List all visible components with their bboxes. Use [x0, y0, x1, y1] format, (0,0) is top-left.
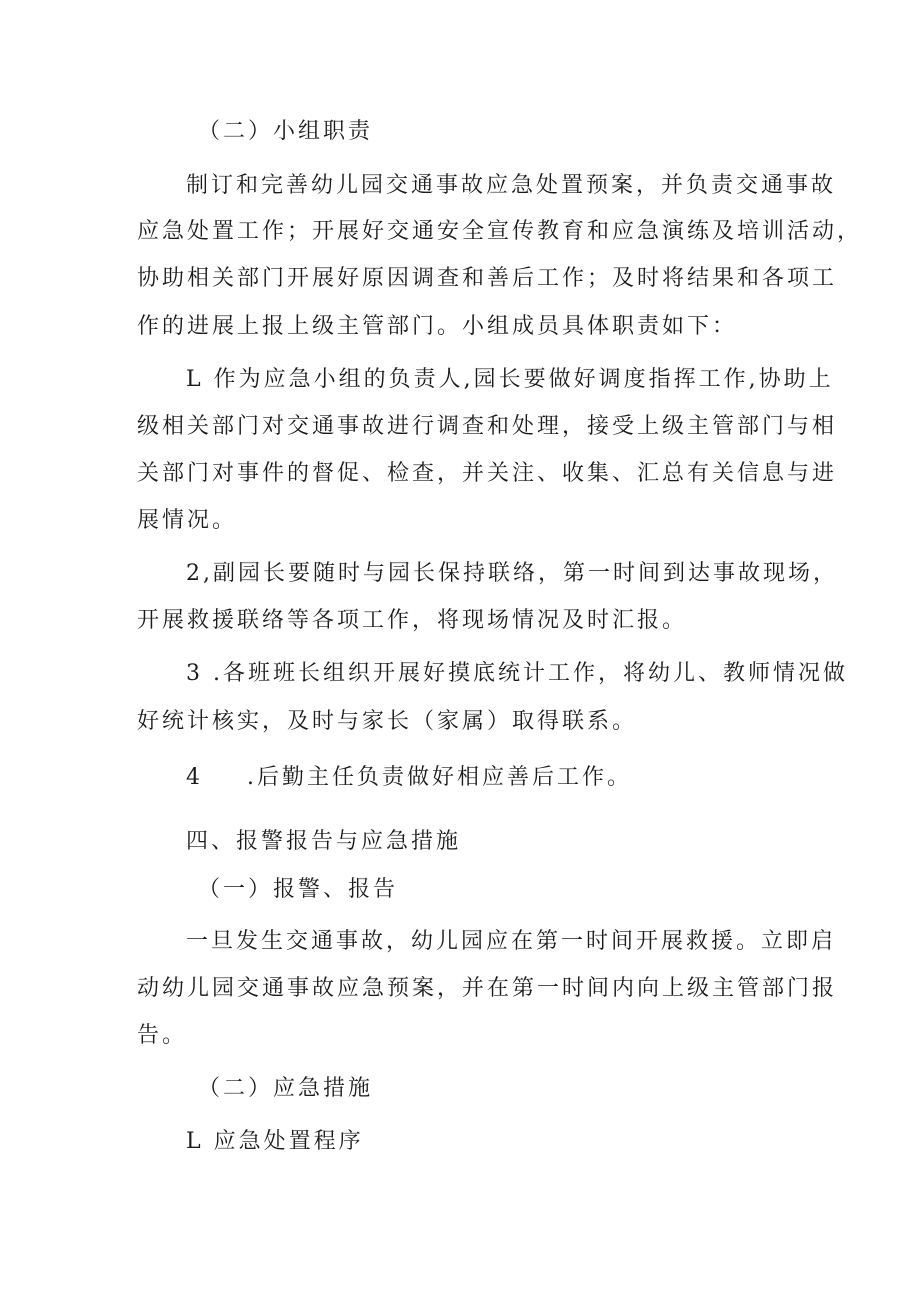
paragraph-line: 制订和完善幼儿园交通事故应急处置预案，并负责交通事故	[186, 173, 837, 198]
list-item-number: 4	[186, 765, 203, 790]
list-item-4	[186, 764, 632, 792]
paragraph-line: 作的进展上报上级主管部门。小组成员具体职责如下：	[137, 314, 738, 339]
list-item-text: .后勤主任负责做好相应善后工作。	[247, 765, 632, 790]
paragraph-line: 一旦发生交通事故，幼儿园应在第一时间开展救援。立即启	[186, 929, 837, 954]
subsection-heading-measures: （二）应急措施	[198, 1076, 374, 1101]
list-item-line: 好统计核实，及时与家长（家属）取得联系。	[137, 709, 638, 734]
list-item-line: 展情况。	[137, 508, 238, 533]
paragraph-line: 应急处置工作；开展好交通安全宣传教育和应急演练及培训活动，	[137, 219, 863, 244]
list-item-line: 3 .各班班长组织开展好摸底统计工作，将幼儿、教师情况做	[186, 661, 848, 686]
paragraph-line: 动幼儿园交通事故应急预案，并在第一时间内向上级主管部门报	[137, 976, 838, 1001]
list-item-line: 关部门对事件的督促、检查，并关注、收集、汇总有关信息与进	[137, 461, 838, 486]
section-title: 四、报警报告与应急措施	[186, 829, 462, 854]
list-item-line: L 应急处置程序	[186, 1129, 364, 1154]
paragraph-line: 告。	[137, 1023, 188, 1048]
paragraph-line: 协助相关部门开展好原因调查和善后工作；及时将结果和各项工	[137, 266, 838, 291]
list-item-line: L 作为应急小组的负责人,园长要做好调度指挥工作,协助上	[186, 367, 834, 392]
list-item-line: 2,副园长要随时与园长保持联络，第一时间到达事故现场，	[186, 561, 838, 586]
list-item-line: 开展救援联络等各项工作，将现场情况及时汇报。	[137, 608, 688, 633]
list-item-line: 级相关部门对交通事故进行调查和处理，接受上级主管部门与相	[137, 414, 838, 439]
subsection-heading-alarm: （一）报警、报告	[198, 877, 399, 902]
subsection-heading-duties: （二）小组职责	[198, 119, 374, 144]
